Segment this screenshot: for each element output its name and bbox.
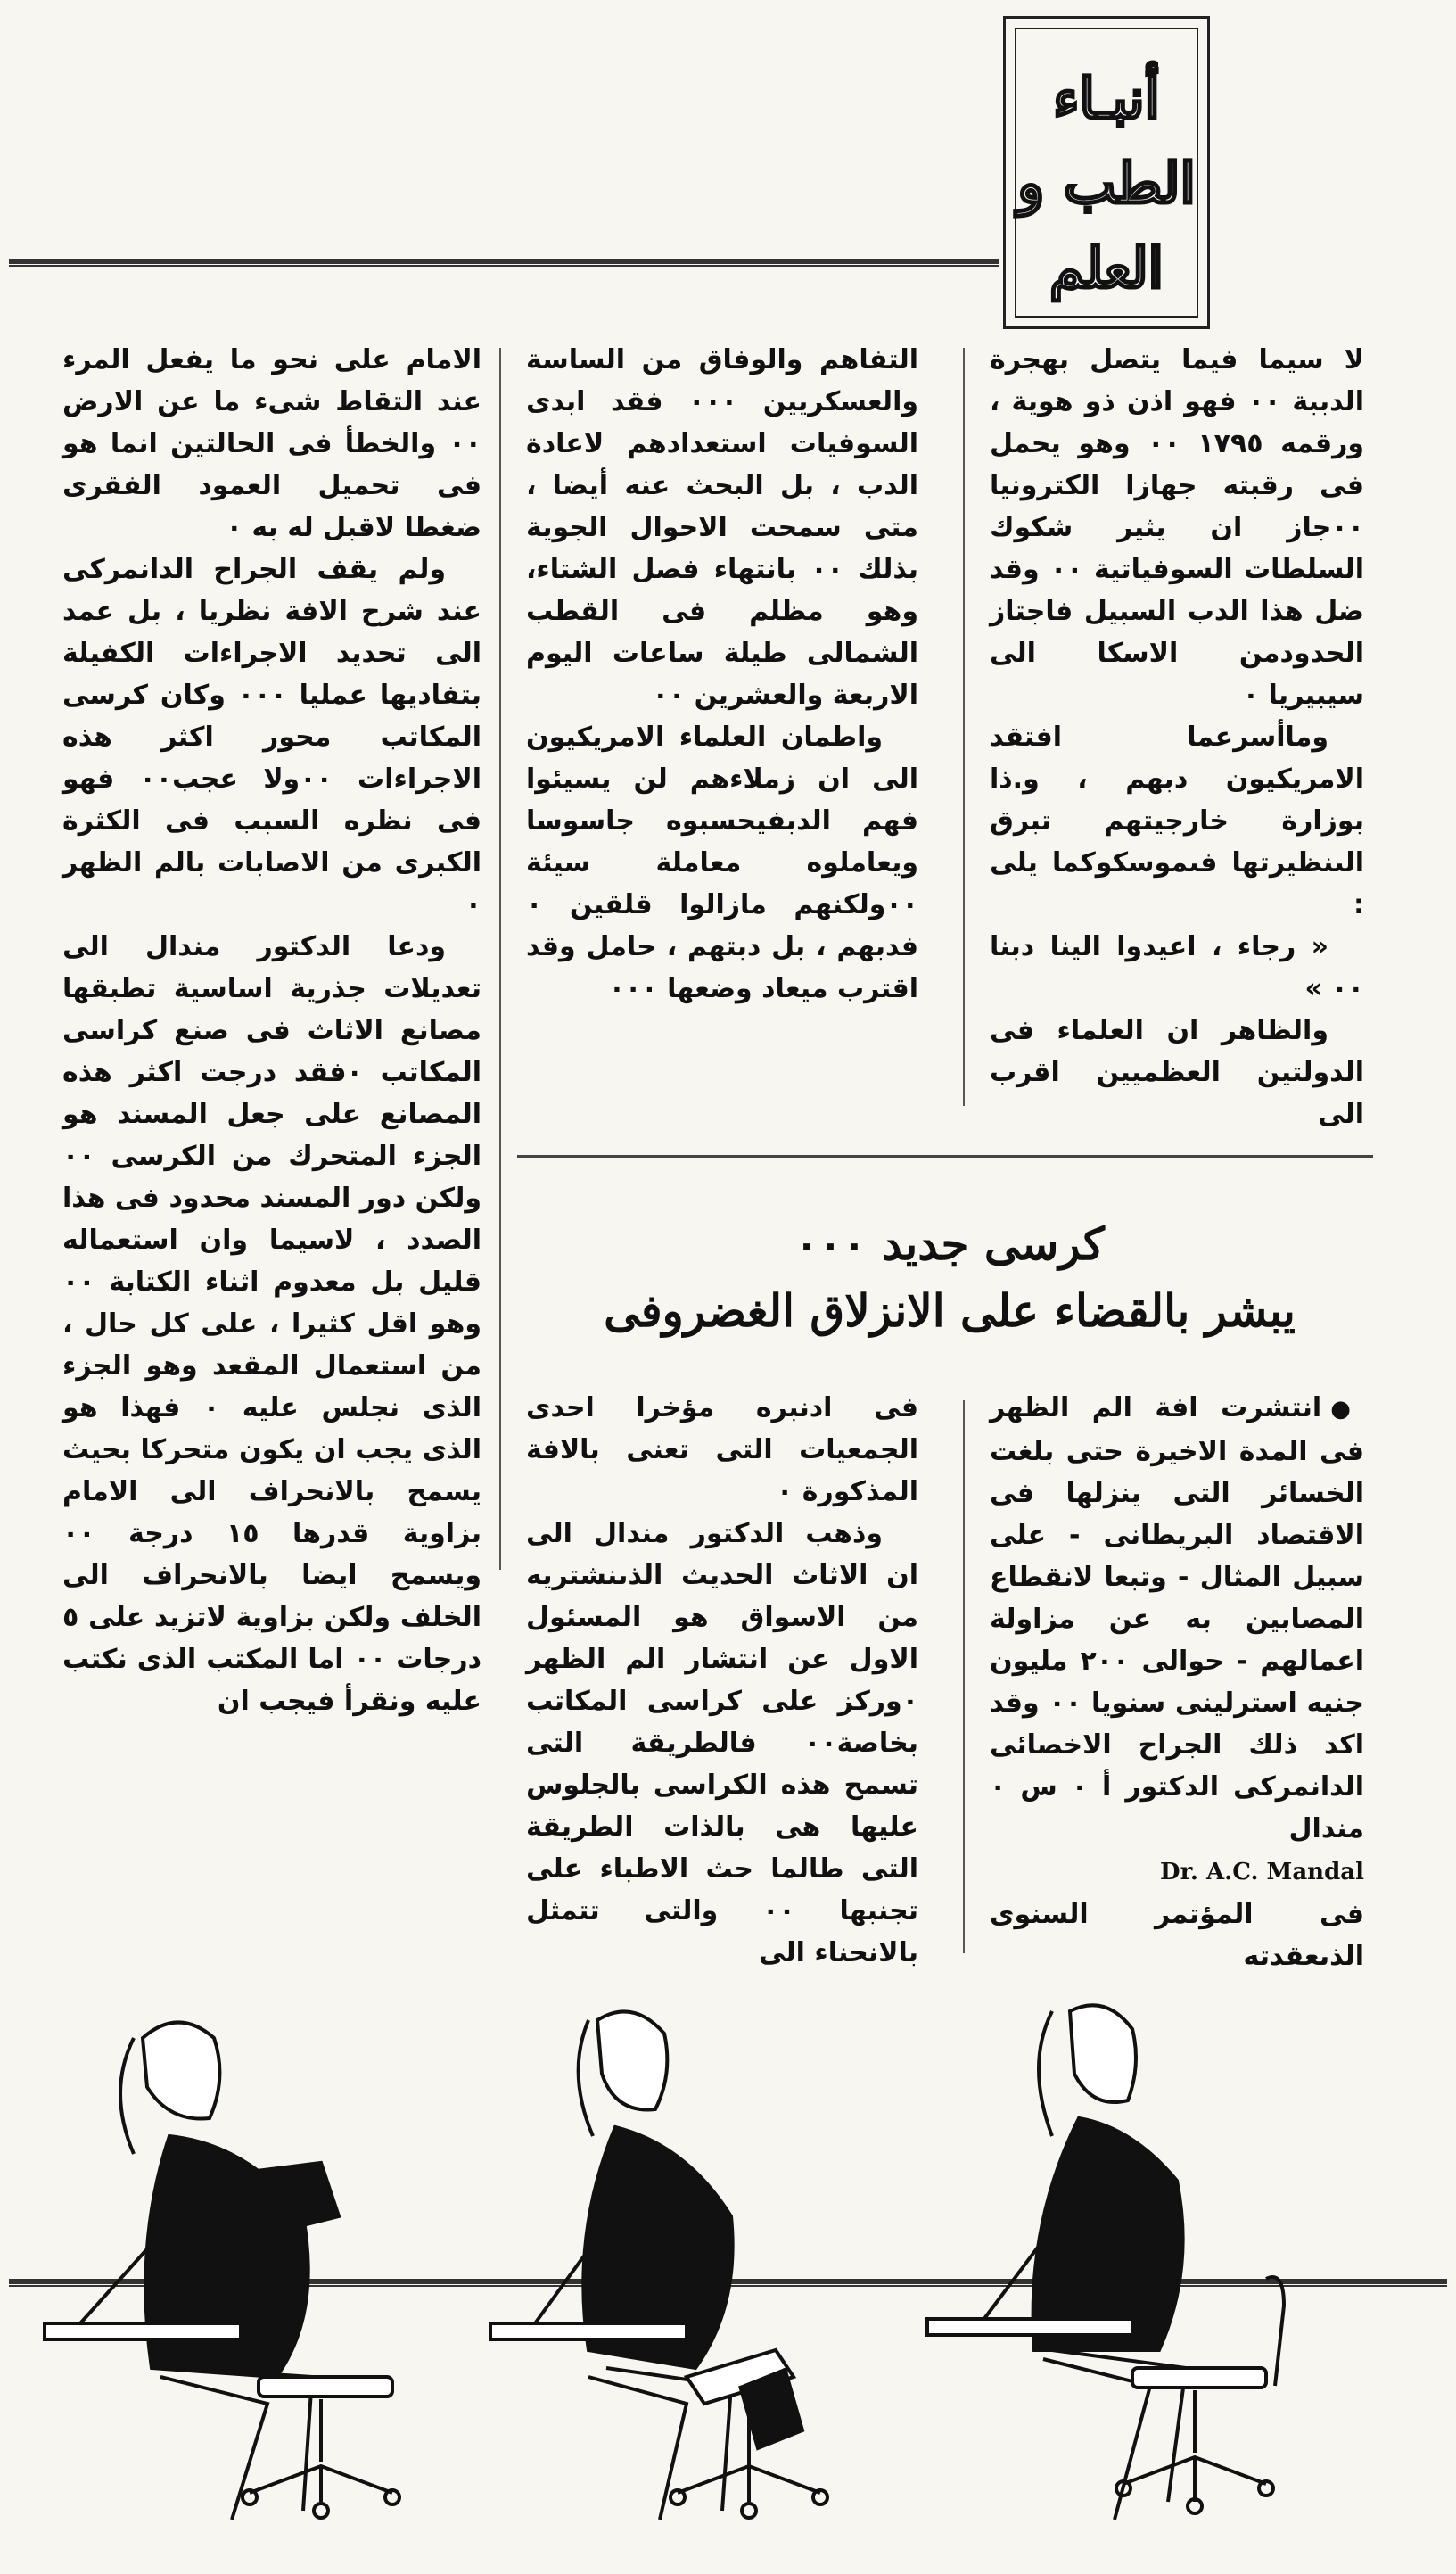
- figure-forward-tilt-seat: [481, 1984, 927, 2537]
- paragraph: التفاهم والوفاق من الساسة والعسكريين ٠٠٠ فقد ابدى السوفيات استعدادهم لاعادة الدب ، بل البحث عنه أيضا ، متى سمحت الاحوال الجوية بذلك ٠٠ بانتهاء فصل الشتاء، وهو مظلم فى القطب الشمالى طيلة ساعات اليوم الاربعة والعشرين ٠٠: [526, 344, 918, 711]
- paragraph: ولم يقف الجراح الدانمركى عند شرح الافة نظريا ، بل عمد الى تحديد الاجراءات الكفيلة بتفاديها عمليا ٠٠٠ وكان كرسى المكاتب محور اكثر هذه الاجراءات ٠٠ولا عجب٠٠ فهو فى نظره السبب فى الكثرة الكبرى من الاصابات بالم الظهر ٠: [62, 554, 482, 920]
- column-divider: [963, 1400, 965, 1953]
- paragraph: فى المؤتمر السنوى الذىعقدته: [990, 1899, 1364, 1972]
- column-divider: [499, 348, 501, 1570]
- paragraph: واطمان العلماء الامريكيون الى ان زملاءهم لن يسيئوا فهم الدبفيحسبوه جاسوسا ويعاملوه معاملة سيئة ٠٠ولكنهم مازالوا قلقين ٠ فدبهم ، بل دبتهم ، حامل وقد اقترب ميعاد وضعها ٠٠٠: [526, 722, 918, 1004]
- top-rule: [9, 259, 999, 264]
- paragraph: لا سيما فيما يتصل بهجرة الدببة ٠٠ فهو اذن ذو هوية ، ورقمه ١٧٩٥ ٠٠ وهو يحمل فى رقبته جهازا الكترونيا ٠٠جاز ان يثير شكوك السلطات السوفياتية ٠٠ وقد ضل هذا الدب السبيل فاجتاز الحدودمن الاسكا الى سيبيريا ٠: [990, 344, 1364, 711]
- article-subtitle: يبشر بالقضاء على الانزلاق الغضروفى: [604, 1284, 1296, 1337]
- paragraph: فى ادنبره مؤخرا احدى الجمعيات التى تعنى بالافة المذكورة ٠: [526, 1392, 918, 1507]
- paragraph: ● انتشرت افة الم الظهر فى المدة الاخيرة حتى بلغت الخسائر التى ينزلها فى الاقتصاد البريطانى - على سبيل المثال - وتبعا لانقطاع المصابين به عن مزاولة اعمالهم - حوالى ٢٠٠ مليون جنيه استرلينى سنويا ٠٠ وقد اكد ذلك الجراح الاخصائى الدانمركى الدكتور أ ٠ س ٠ مندال: [990, 1387, 1364, 1850]
- top-article-col-right: [990, 339, 1364, 1130]
- paragraph: وماأسرعما افتقد الامريكيون دبهم ، و.ذا بوزارة خارجيتهم تبرق الىنظيرتها فىموسكوكما يلى :: [990, 722, 1364, 920]
- main-article-col-right: [990, 1387, 1364, 1972]
- top-article-col-middle: [526, 339, 918, 1097]
- logo-line-1: أنبـاء: [1053, 66, 1160, 131]
- article-title: كرسى جديد ٠٠٠: [794, 1217, 1105, 1270]
- paragraph: والظاهر ان العلماء فى الدولتين العظميين اقرب الى: [990, 1015, 1364, 1130]
- paragraph: الامام على نحو ما يفعل المرء عند التقاط شىء ما عن الارض ٠٠ والخطأ فى الحالتين انما هو فى تحميل العمود الفقرى ضغطا لاقبل له به ٠: [62, 344, 481, 543]
- column-divider: [963, 348, 965, 1106]
- section-logo: [1003, 16, 1210, 329]
- paragraph: ودعا الدكتور مندال الى تعديلات جذرية اساسية تطبقها مصانع الاثاث فى صنع كراسى المكاتب ٠فقد درجت اكثر هذه المصانع على جعل المسند هو الجزء المتحرك من الكرسى ٠٠ ولكن دور المسند محدود فى هذا الصدد ، لاسيما وان استعماله قليل بل معدوم اثناء الكتابة ٠٠ وهو اقل كثيرا ، على كل حال ، من استعمال المقعد وهو الجزء الذى نجلس عليه ٠ فهذا هو الذى يجب ان يكون متحركا بحيث يسمح بالانحراف الى الامام بزاوية قدرها ١٥ درجة ٠٠ ويسمح ايضا بالانحراف الى الخلف ولكن بزاوية لاتزيد على ٥ درجات ٠٠ اما المكتب الذى نكتب عليه ونقرأ فيجب ان: [62, 931, 482, 1717]
- doctor-name-latin: Dr. A.C. Mandal: [1160, 1859, 1364, 1885]
- quote: « رجاء ، اعيدوا الينا دبنا ٠٠ »: [990, 931, 1364, 1004]
- logo-line-3: العلم: [1049, 235, 1164, 301]
- main-article-col-middle: [526, 1387, 918, 1967]
- figure-upright-posture: [918, 1984, 1364, 2537]
- paragraph: وذهب الدكتور مندال الى ان الاثاث الحديث الذىنشتريه من الاسواق هو المسئول الاول عن انتشار الم الظهر ٠وركز على كراسى المكاتب بخاصة٠٠ فالطريقة التى تسمح هذه الكراسى بالجلوس عليها هى بالذات الطريقة التى طالما حث الاطباء على تجنبها ٠٠ والتى تتمثل بالانحناء الى: [526, 1518, 918, 1968]
- main-article-col-left: [62, 339, 481, 1971]
- logo-line-2: الطب و: [1017, 151, 1196, 216]
- figure-slumped-posture: [36, 1984, 481, 2537]
- headline-rule: [517, 1155, 1373, 1158]
